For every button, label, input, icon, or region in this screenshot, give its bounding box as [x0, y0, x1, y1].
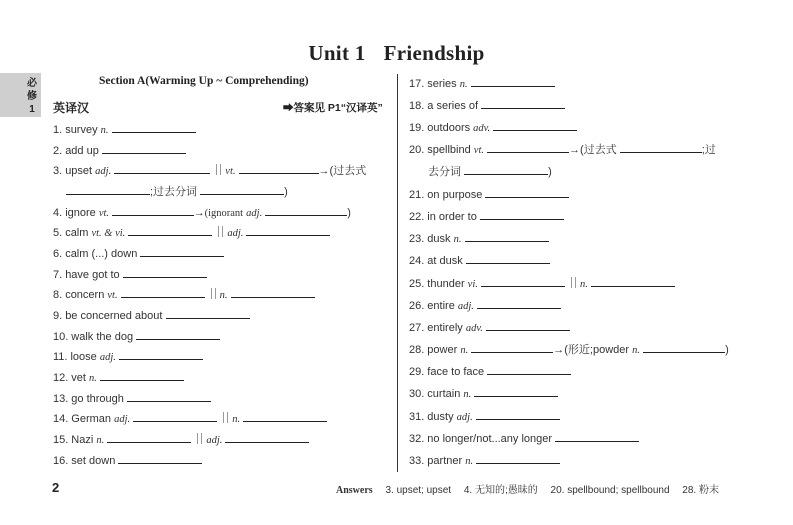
vocab-item: 20. spellbind vt. →(过去式 ;过	[409, 144, 716, 156]
answer-blank[interactable]	[466, 253, 550, 264]
answer-blank[interactable]	[119, 349, 203, 360]
column-divider	[397, 74, 398, 472]
answer-blank[interactable]	[487, 142, 569, 153]
answer-blank[interactable]	[140, 246, 224, 257]
answer-blank[interactable]	[476, 453, 560, 464]
answer-blank[interactable]	[112, 122, 196, 133]
answer-blank[interactable]	[493, 120, 577, 131]
answer-blank[interactable]	[225, 432, 309, 443]
vocab-item: 7. have got to	[53, 267, 207, 282]
answer-blank[interactable]	[239, 163, 319, 174]
side-tab-char: 1	[29, 104, 35, 115]
answer-blank[interactable]	[246, 225, 330, 236]
vocab-item: 14. German adj. n.	[53, 411, 327, 427]
answer-blank[interactable]	[471, 342, 553, 353]
answer-blank[interactable]	[102, 143, 186, 154]
answer-blank[interactable]	[477, 298, 561, 309]
answer-blank[interactable]	[166, 308, 250, 319]
vocab-item: 4. ignore vt. →(ignorant adj. )	[53, 207, 351, 219]
unit-label: Unit 1	[308, 41, 366, 65]
side-tab	[0, 73, 41, 117]
answer-blank[interactable]	[471, 76, 555, 87]
answer-blank[interactable]	[243, 411, 327, 422]
answer-blank[interactable]	[100, 370, 184, 381]
answer-reference: ➡答案见 P1“汉译英”	[283, 102, 383, 114]
vocab-item: 21. on purpose	[409, 187, 569, 202]
answer-blank[interactable]	[481, 98, 565, 109]
answer-blank[interactable]	[465, 231, 549, 242]
vocab-item: 2. add up	[53, 143, 186, 158]
answer-blank[interactable]	[133, 411, 217, 422]
answer-blank[interactable]	[136, 329, 220, 340]
vocab-item: 16. set down	[53, 453, 202, 468]
answer-blank[interactable]	[487, 364, 571, 375]
vocab-item: 30. curtain n.	[409, 386, 558, 402]
answer-blank[interactable]	[118, 453, 202, 464]
answer-blank[interactable]	[481, 276, 565, 287]
answers-label: Answers	[336, 485, 373, 496]
vocab-item: 23. dusk n.	[409, 231, 549, 247]
vocab-item: 3. upset adj. vt. →(过去式	[53, 165, 367, 177]
answers-footer	[336, 481, 729, 496]
answer-blank[interactable]	[464, 164, 548, 175]
vocab-item: 1. survey n.	[53, 122, 196, 138]
answer-blank[interactable]	[121, 287, 205, 298]
page-number: 2	[52, 480, 60, 495]
answer-blank[interactable]	[112, 205, 194, 216]
answer-blank[interactable]	[476, 409, 560, 420]
vocab-item: 8. concern vt. n.	[53, 287, 315, 303]
page-title	[0, 41, 793, 66]
answer-entry: 20. spellbound; spellbound	[550, 485, 670, 496]
answer-blank[interactable]	[480, 209, 564, 220]
section-title: Section A(Warming Up ~ Comprehending)	[99, 75, 309, 87]
vocab-item: 28. power n. →(形近;powder n. )	[409, 344, 729, 356]
answer-entry: 28. 粉末	[682, 485, 719, 496]
subheading: 英译汉	[53, 101, 90, 115]
answer-blank[interactable]	[114, 163, 210, 174]
answer-blank[interactable]	[231, 287, 315, 298]
vocab-item-continued: ;过去分词 )	[66, 184, 288, 199]
answer-blank[interactable]	[107, 432, 191, 443]
answer-blank[interactable]	[591, 276, 675, 287]
vocab-item: 18. a series of	[409, 98, 565, 113]
answer-blank[interactable]	[128, 225, 212, 236]
vocab-item: 12. vet n.	[53, 370, 184, 386]
answer-blank[interactable]	[127, 391, 211, 402]
vocab-item: 10. walk the dog	[53, 329, 220, 344]
answer-blank[interactable]	[66, 184, 150, 195]
vocab-item: 27. entirely adv.	[409, 320, 570, 336]
vocab-item: 9. be concerned about	[53, 308, 250, 323]
vocab-item: 25. thunder vi. n.	[409, 276, 675, 292]
vocab-item: 29. face to face	[409, 364, 571, 379]
vocab-item: 31. dusty adj.	[409, 409, 560, 425]
answer-blank[interactable]	[474, 386, 558, 397]
vocab-item: 22. in order to	[409, 209, 564, 224]
answer-blank[interactable]	[620, 142, 702, 153]
vocab-item: 32. no longer/not...any longer	[409, 431, 639, 446]
vocab-item-continued: 去分词 )	[428, 166, 552, 178]
side-tab-char: 必	[27, 78, 37, 89]
answer-blank[interactable]	[555, 431, 639, 442]
answer-blank[interactable]	[123, 267, 207, 278]
answer-blank[interactable]	[486, 320, 570, 331]
answer-blank[interactable]	[643, 342, 725, 353]
vocab-item: 5. calm vt. & vi. adj.	[53, 225, 330, 241]
vocab-item: 19. outdoors adv.	[409, 120, 577, 136]
vocab-item: 11. loose adj.	[53, 349, 203, 365]
unit-name: Friendship	[383, 41, 485, 65]
answer-blank[interactable]	[485, 187, 569, 198]
vocab-item: 33. partner n.	[409, 453, 560, 469]
vocab-item: 24. at dusk	[409, 253, 550, 268]
vocab-item: 17. series n.	[409, 76, 555, 92]
vocab-item: 6. calm (...) down	[53, 246, 224, 261]
answer-entry: 3. upset; upset	[385, 485, 452, 496]
answer-blank[interactable]	[265, 205, 347, 216]
vocab-item: 26. entire adj.	[409, 298, 561, 314]
answer-blank[interactable]	[200, 184, 284, 195]
vocab-item: 13. go through	[53, 391, 211, 406]
vocab-item: 15. Nazi n. adj.	[53, 432, 309, 448]
answer-entry: 4. 无知的;愚昧的	[463, 485, 538, 496]
side-tab-char: 修	[27, 91, 37, 102]
